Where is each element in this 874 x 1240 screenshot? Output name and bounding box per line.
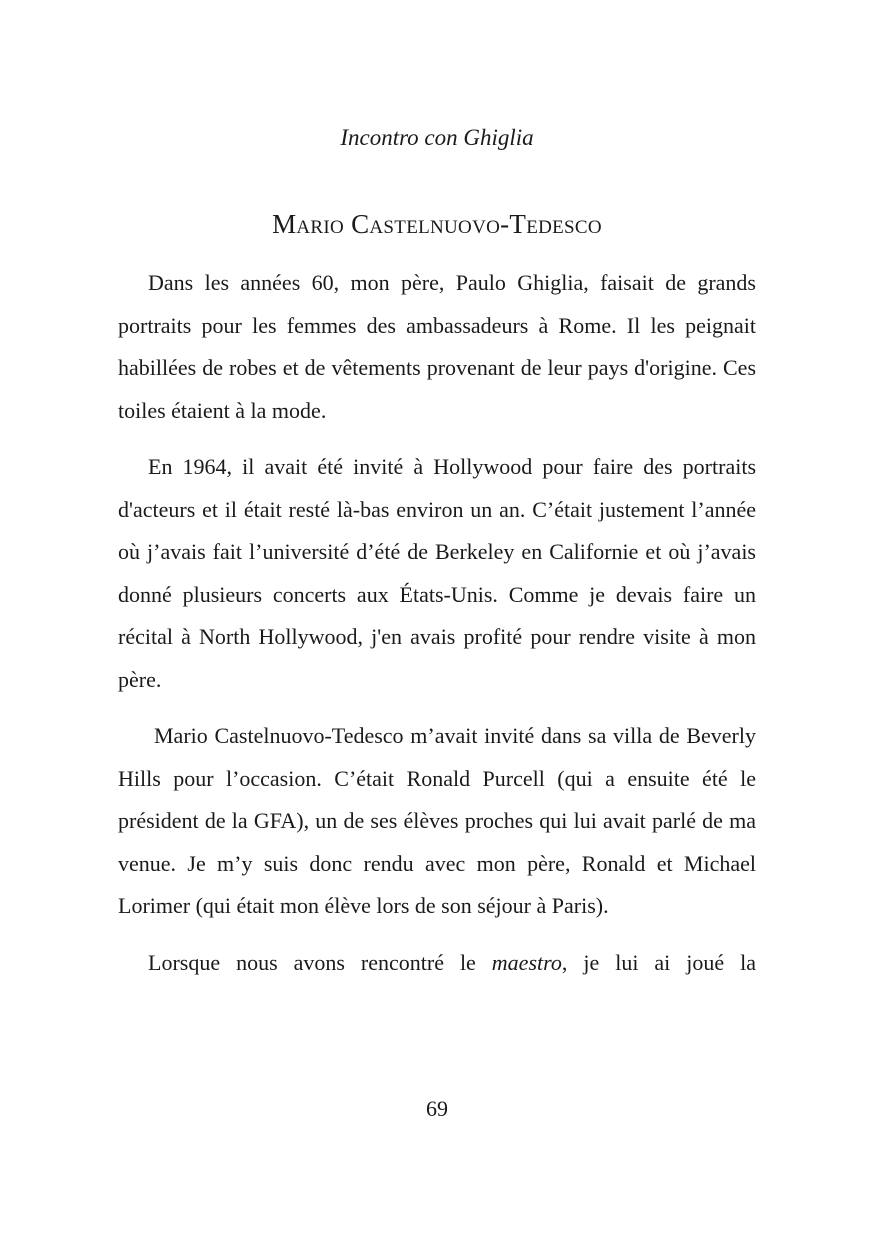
paragraph-text: Lorsque nous avons rencontré le: [148, 949, 492, 975]
emphasized-word: maestro: [491, 949, 562, 975]
paragraph: [118, 942, 756, 985]
paragraph-text: , je lui ai joué la: [561, 949, 756, 975]
paragraph: Mario Castelnuovo-Tedesco m’avait invité dans sa villa de Beverly Hills pour l’occasion. C’était Ronald Purcell (qui a ensuite été le président de la GFA), un de ses élèves proches qui lui avait parlé de ma venue. Je m’y suis donc rendu avec mon père, Ronald et Michael Lorimer (qui était mon élève lors de son séjour à Paris).: [118, 723, 756, 918]
page-number: 69: [426, 1096, 448, 1121]
paragraph: En 1964, il avait été invité à Hollywood pour faire des portraits d'acteurs et il était resté là-bas environ un an. C’était justement l’année où j’avais fait l’université d’été de Berkeley en Californie et où j’avais donné plusieurs concerts aux États-Unis. Comme je devais faire un récital à North Hollywood, j'en avais profité pour rendre visite à mon père.: [118, 454, 756, 692]
running-header: Incontro con Ghiglia: [340, 125, 534, 150]
chapter-title: Mario Castelnuovo-Tedesco: [272, 209, 602, 239]
paragraph: Dans les années 60, mon père, Paulo Ghiglia, faisait de grands portraits pour les femmes des ambassadeurs à Rome. Il les peignait habillées de robes et de vêtements provenant de leur pays d'origine. Ces toiles étaient à la mode.: [118, 270, 756, 423]
body-text: [118, 262, 756, 998]
